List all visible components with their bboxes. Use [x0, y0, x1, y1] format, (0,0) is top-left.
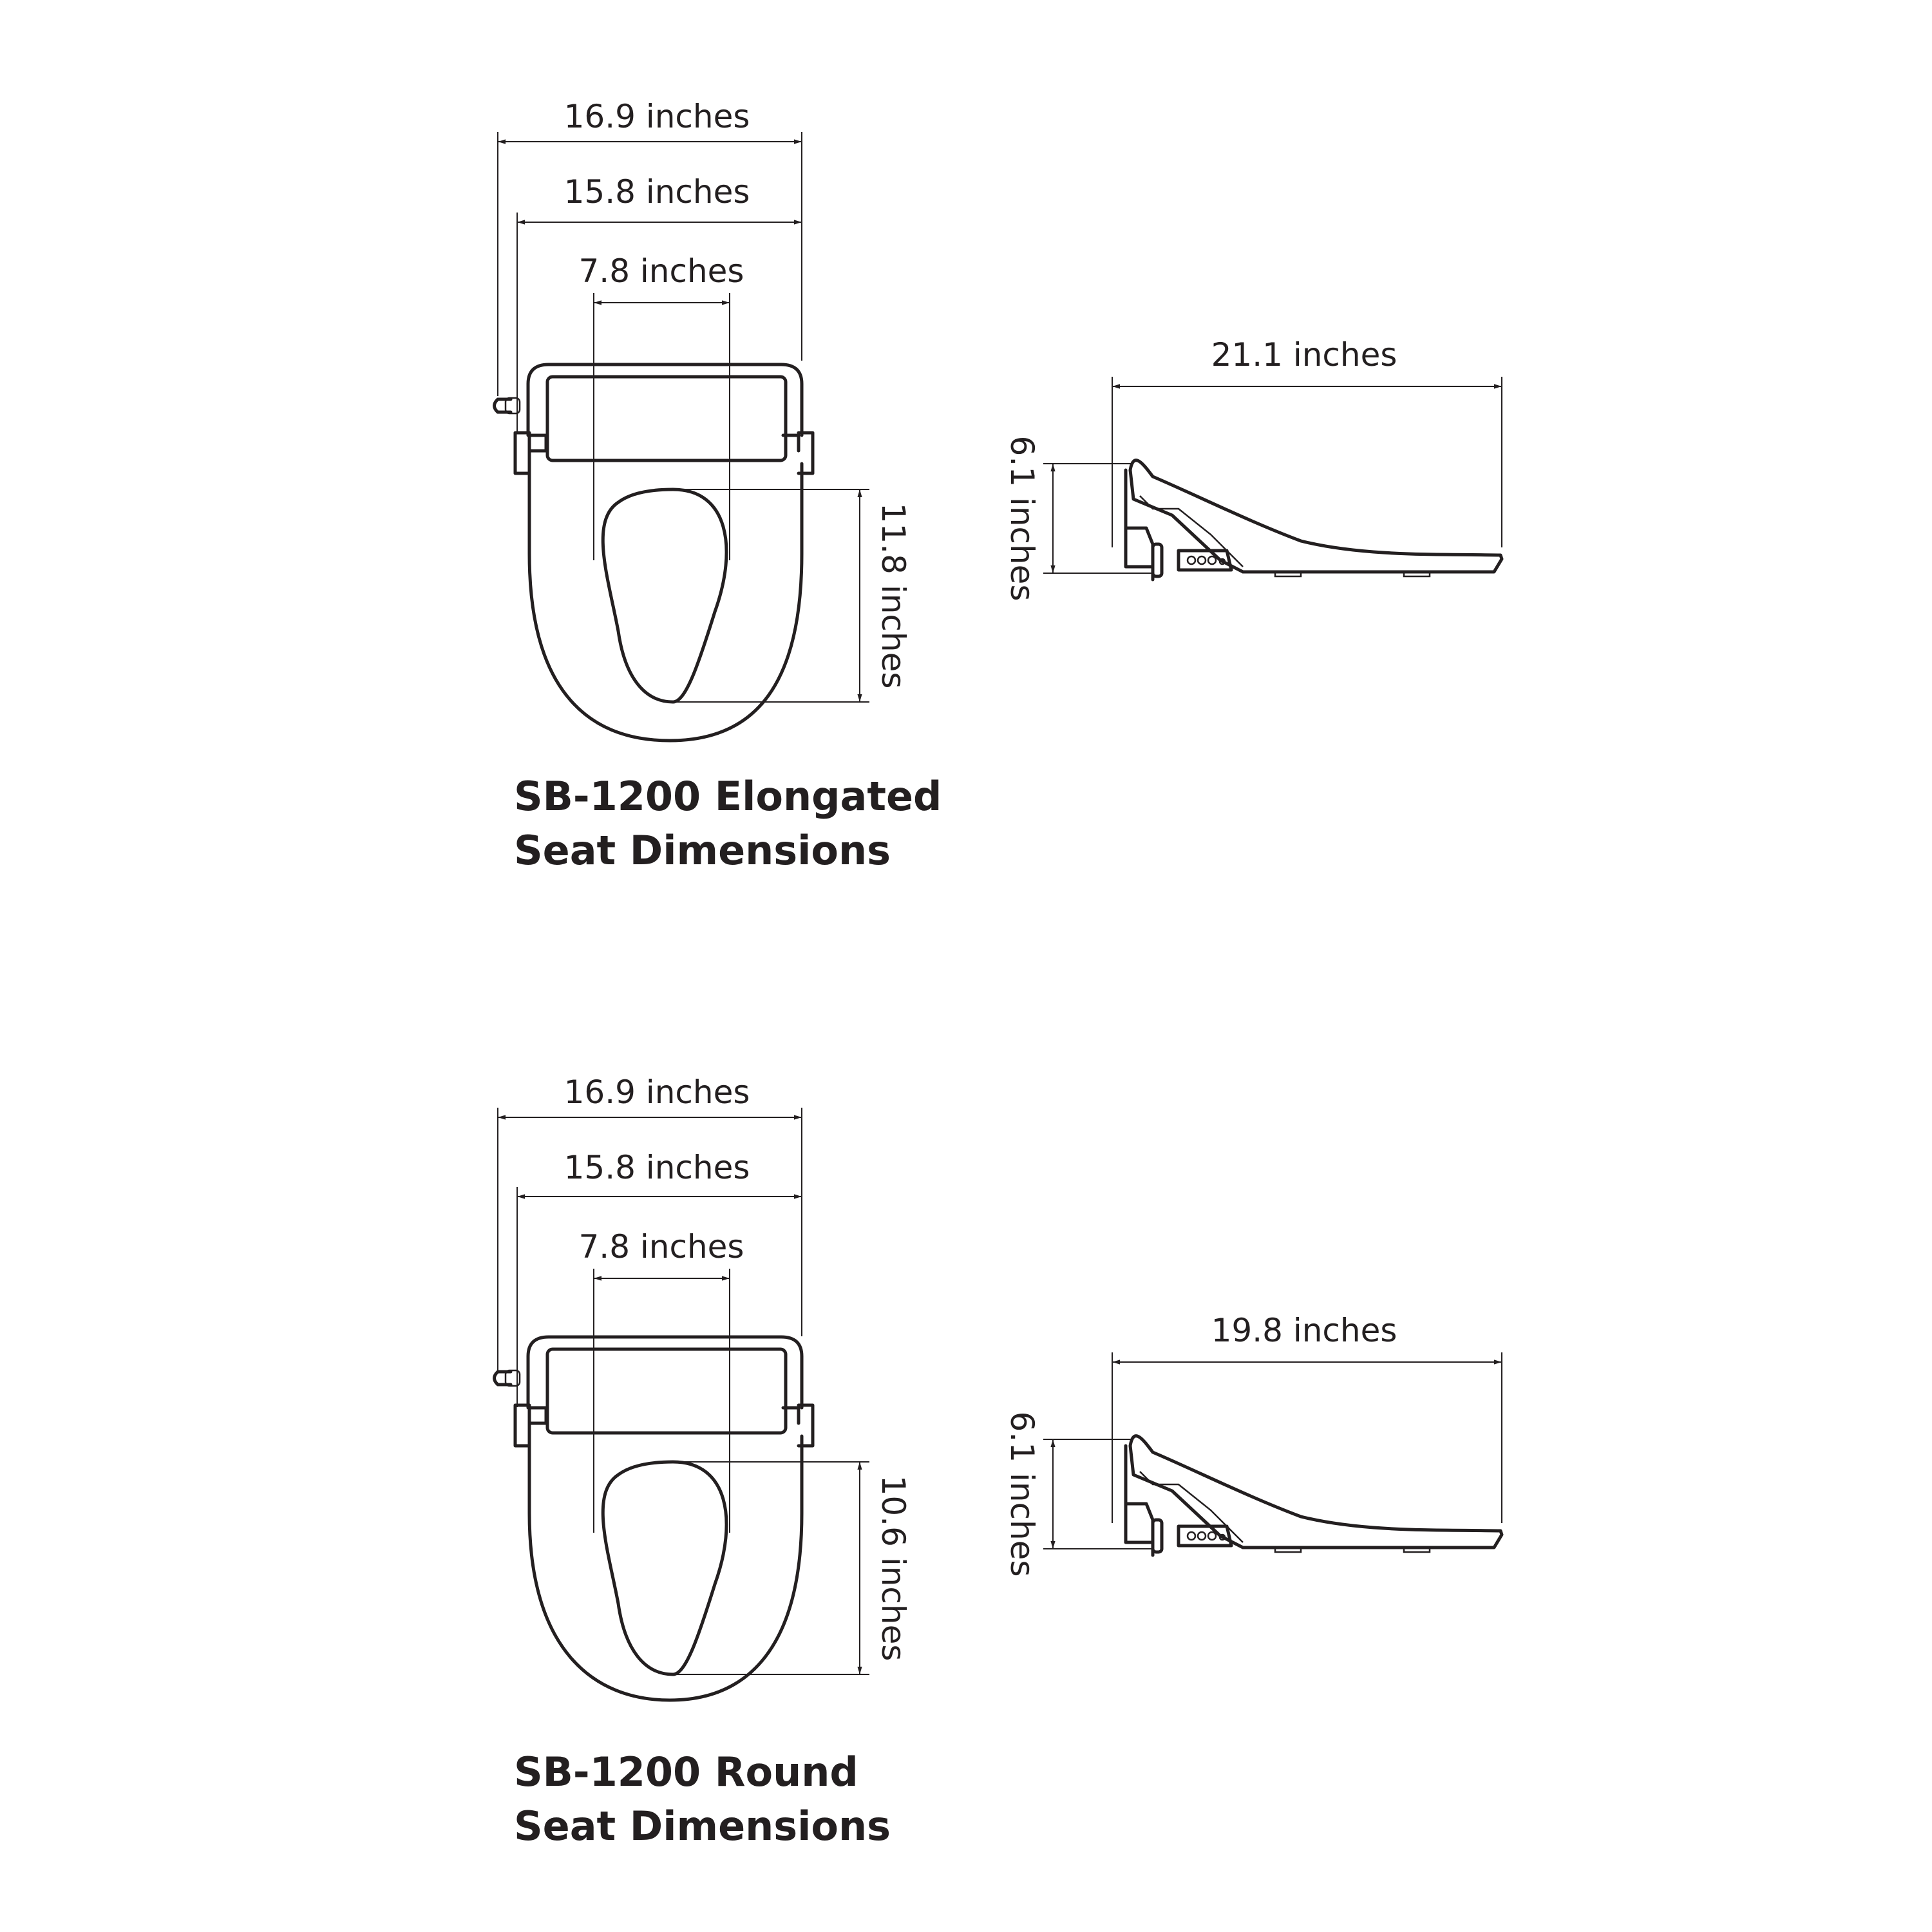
round-side-view: [1126, 1436, 1502, 1555]
elongated-side-view: [1126, 460, 1502, 580]
elongated-title-line-2: Seat Dimensions: [514, 827, 891, 874]
round-side-height-dimension: [1003, 1412, 1153, 1577]
round-section: [495, 1074, 1502, 1850]
round-top-view: [495, 1337, 813, 1700]
round-opening-width-label: 7.8 inches: [578, 1228, 744, 1265]
round-overall-width-dimension: [498, 1074, 802, 1372]
round-side-length-label: 19.8 inches: [1211, 1312, 1397, 1349]
elongated-side-height-dimension: [1003, 436, 1153, 601]
round-side-height-label: 6.1 inches: [1003, 1411, 1041, 1577]
elongated-opening-length-dimension: [673, 489, 912, 702]
round-opening-length-dimension: [673, 1462, 912, 1674]
elongated-side-height-label: 6.1 inches: [1003, 435, 1041, 601]
elongated-seat-width-label: 15.8 inches: [564, 173, 750, 211]
elongated-opening-length-label: 11.8 inches: [875, 502, 912, 689]
round-opening-length-label: 10.6 inches: [875, 1475, 912, 1662]
round-title-line-2: Seat Dimensions: [514, 1803, 891, 1850]
elongated-title-line-1: SB-1200 Elongated: [514, 773, 942, 820]
elongated-opening-width-label: 7.8 inches: [578, 252, 744, 290]
elongated-overall-width-label: 16.9 inches: [564, 98, 750, 135]
elongated-top-view: [495, 365, 813, 741]
round-seat-width-label: 15.8 inches: [564, 1149, 750, 1186]
round-title-line-1: SB-1200 Round: [514, 1748, 858, 1795]
elongated-side-length-label: 21.1 inches: [1211, 336, 1397, 374]
round-overall-width-label: 16.9 inches: [564, 1074, 750, 1111]
elongated-overall-width-dimension: [498, 98, 802, 396]
elongated-section: [495, 98, 1502, 874]
